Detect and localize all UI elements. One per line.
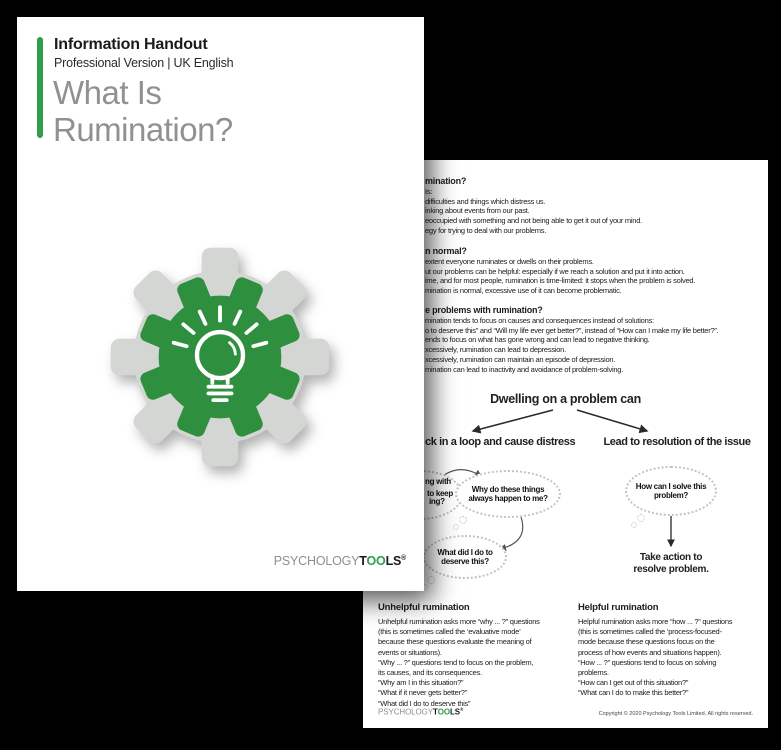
column-line: because these questions evaluate the meaning of xyxy=(378,637,532,647)
column-line: “What did I do to deserve this” xyxy=(378,698,471,708)
column-line: mode because these questions focus on the xyxy=(578,637,715,647)
section-line: ime, and for most people, rumination is time-limited: it stops when the problem is solved. xyxy=(425,276,696,286)
thought-bubble-solve xyxy=(625,466,717,516)
bubble-tail-dot xyxy=(631,522,637,528)
bubble-line: Why do these things xyxy=(471,484,545,494)
logo-tools-o-icon: O xyxy=(376,554,386,568)
bubble-line: deserve this? xyxy=(441,557,489,566)
column-line: process of how events and situations happen). xyxy=(578,647,722,657)
loop-arrow-down xyxy=(500,517,523,549)
action-line: resolve problem. xyxy=(633,564,709,575)
logo-tools-t: T xyxy=(359,554,367,568)
section-line: mination can lead to inactivity and avoidance of problem-solving. xyxy=(425,364,624,374)
handout-type-label: Information Handout xyxy=(54,36,208,53)
bubble-fragment-line: ng with xyxy=(425,477,451,486)
psychology-tools-logo xyxy=(378,707,463,717)
section-line: ends to focus on what has gone wrong and can lead to negative thinking. xyxy=(425,335,650,345)
title-line: What Is xyxy=(53,74,162,111)
section-is-rumination-normal xyxy=(425,246,765,296)
logo-psychology-text: PSYCHOLOGY xyxy=(378,707,434,717)
logo-tools-o-icon: O xyxy=(437,707,444,717)
page-title xyxy=(53,74,233,148)
logo-tools-o-icon: O xyxy=(443,707,450,717)
section-line: difficulties and things which distress us. xyxy=(425,196,546,206)
flow-heading: Dwelling on a problem can xyxy=(490,392,641,406)
bubble-line: How can I solve this xyxy=(635,481,707,491)
bubble-tail-dot xyxy=(459,516,467,524)
section-line: o to deserve this” and “Will my life ever get better?”, instead of “How can I make my life better?”. xyxy=(425,325,719,335)
column-line: “Why am I in this situation?” xyxy=(378,678,464,688)
bubble-fragment-line: ing? xyxy=(429,497,445,506)
section-line: mination tends to focus on causes and consequences instead of solutions: xyxy=(425,316,654,325)
section-heading: n normal? xyxy=(425,246,467,256)
bubble-tail-dot xyxy=(637,514,645,522)
section-line: mination is normal, excessive use of it can become problematic. xyxy=(425,286,622,296)
unhelpful-rumination-column xyxy=(378,602,578,709)
bubble-line: What did I do to xyxy=(437,547,493,557)
thought-bubble-deserve xyxy=(423,535,507,579)
registered-mark: ® xyxy=(401,554,406,562)
section-line: xcessively, rumination can maintain an episode of depression. xyxy=(425,354,616,364)
title-line: Rumination? xyxy=(53,111,233,148)
action-line: Take action to xyxy=(639,552,703,563)
column-line: Helpful rumination asks more “how ... ?” questions xyxy=(578,617,733,626)
copyright-text: Copyright © 2020 Psychology Tools Limited. All rights reserved. xyxy=(598,711,753,717)
column-heading: Unhelpful rumination xyxy=(378,602,470,613)
bubble-line: problem? xyxy=(653,491,689,500)
column-line: (this is sometimes called the ‘evaluative mode’ xyxy=(378,627,521,637)
column-line: its causes, and its consequences. xyxy=(378,668,482,678)
bubble-fragment-line: to keep xyxy=(427,489,453,498)
section-what-is-rumination xyxy=(425,176,765,236)
column-line: “What can I do to make this better?” xyxy=(578,688,689,698)
column-line: events or situations). xyxy=(378,647,442,657)
arrow-to-left-branch xyxy=(473,410,553,431)
section-line: eoccupied with something and not being able to get it out of your mind. xyxy=(425,216,642,226)
column-line: Unhelpful rumination asks more “why ... ?” questions xyxy=(378,617,540,626)
column-line: “Why ... ?” questions tend to focus on the problem, xyxy=(378,657,534,667)
section-heading: e problems with rumination? xyxy=(425,305,543,315)
logo-tools-t: T xyxy=(433,707,438,717)
bubble-tail-dot xyxy=(427,576,435,584)
right-branch-label: Lead to resolution of the issue xyxy=(603,436,751,448)
left-branch-label: ck in a loop and cause distress xyxy=(425,436,576,448)
gear-lightbulb-icon xyxy=(105,242,335,472)
section-line: egy for trying to deal with our problems. xyxy=(425,225,547,235)
section-problems-with-rumination xyxy=(425,305,765,374)
psychology-tools-logo xyxy=(274,554,406,568)
thought-bubble-why xyxy=(455,470,561,518)
column-line: problems. xyxy=(578,668,609,678)
column-line: “How ... ?” questions tend to focus on solving xyxy=(578,657,717,667)
section-line: ut our problems can be helpful: especially if we reach a solution and put it into action. xyxy=(425,266,685,276)
section-line: xcessively, rumination can lead to depression. xyxy=(425,345,566,355)
logo-psychology-text: PSYCHOLOGY xyxy=(273,554,360,568)
bubble-line: always happen to me? xyxy=(468,494,548,503)
column-heading: Helpful rumination xyxy=(578,602,659,613)
column-line: (this is sometimes called the ‘process-focused- xyxy=(578,627,722,637)
logo-tools-o-icon: O xyxy=(366,554,377,568)
column-line: “How can I get out of this situation?” xyxy=(578,678,689,688)
bubble-tail-dot xyxy=(453,524,459,530)
section-heading: mination? xyxy=(425,176,467,186)
version-label: Professional Version | UK English xyxy=(54,56,234,70)
front-page xyxy=(17,17,424,591)
column-line: “What if it never gets better?” xyxy=(378,688,467,698)
logo-tools-ls: LS xyxy=(449,707,460,717)
helpful-rumination-column xyxy=(578,602,763,699)
section-line: inking about events from our past. xyxy=(425,206,530,216)
take-action-text xyxy=(619,552,723,576)
section-line: Is: xyxy=(425,187,433,196)
section-line: extent everyone ruminates or dwells on their problems. xyxy=(425,257,594,266)
green-accent-bar xyxy=(37,37,43,138)
logo-tools-ls: LS xyxy=(385,554,402,568)
arrow-to-right-branch xyxy=(577,410,647,431)
registered-mark: ® xyxy=(459,707,464,712)
